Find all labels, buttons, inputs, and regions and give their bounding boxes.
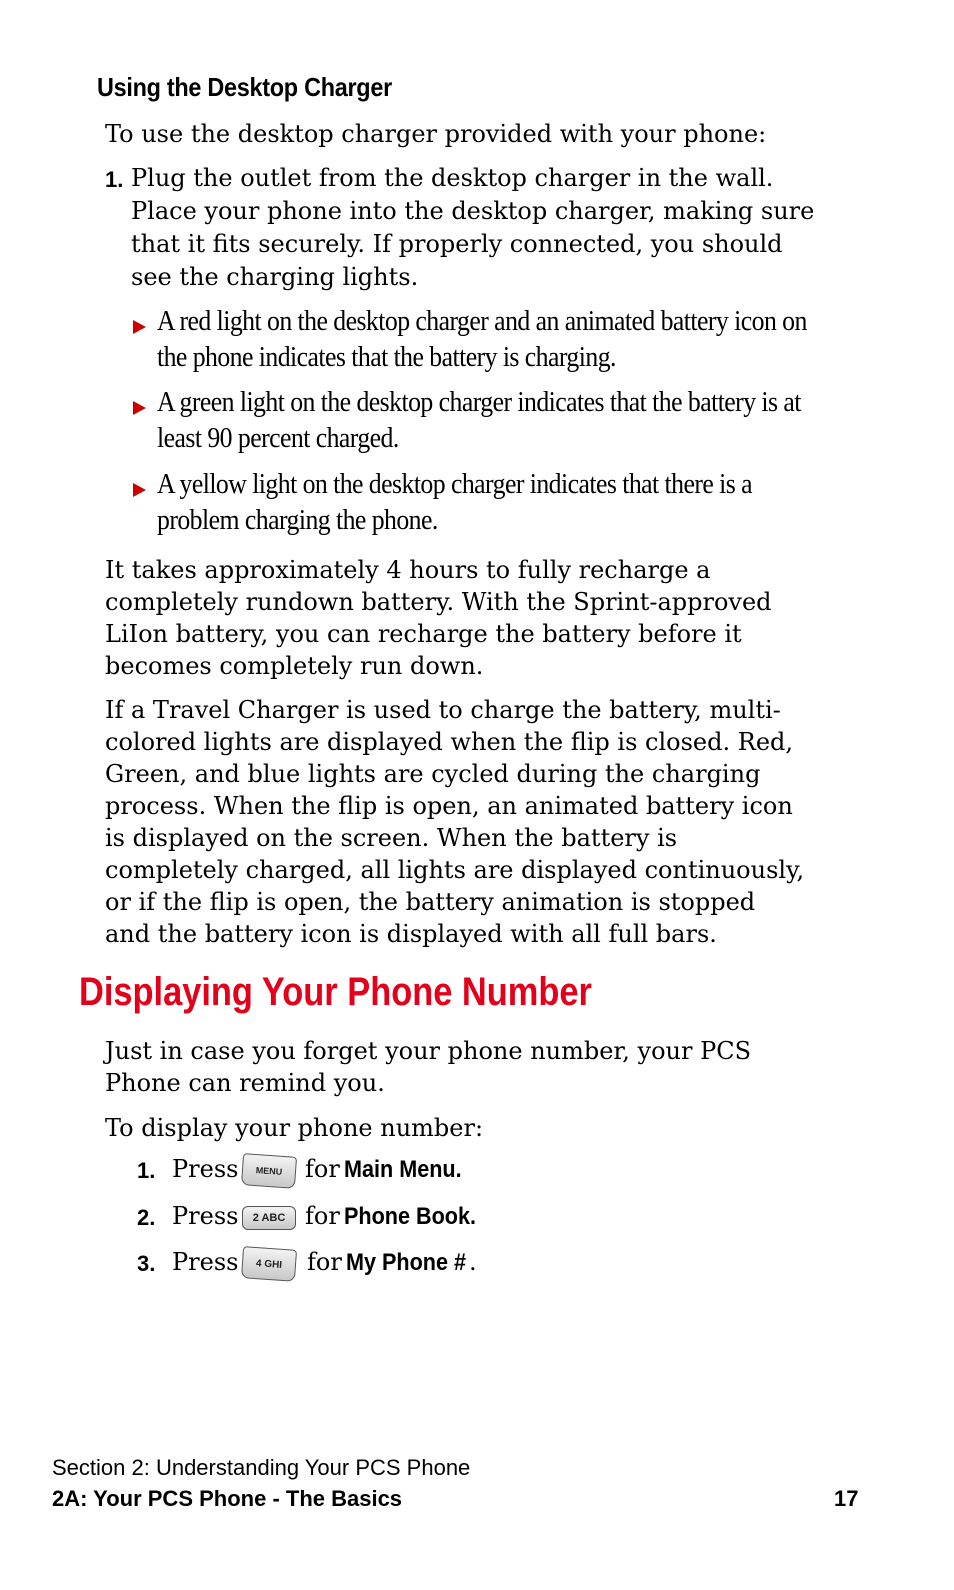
paragraph-charge-time: It takes approximately 4 hours to fully recharge a completely rundown battery. With the Sprint-approved LiIon battery, you can recharge the battery before it becomes completely run down. [105,556,772,680]
list-item [137,1155,737,1191]
4ghi-key-icon: 4 GHI [241,1246,297,1282]
step-target: My Phone # [346,1249,467,1276]
step1-number: 1. [105,167,124,192]
bullet-triangle-icon [133,320,146,334]
section-heading: Using the Desktop Charger [97,72,392,102]
step-suffix: . [469,1248,477,1276]
press-text: Press [172,1248,239,1276]
for-text: for [305,1202,340,1230]
2abc-key-icon: 2 ABC [242,1206,296,1230]
menu-key-icon: MENU [241,1153,297,1189]
step-number: 3. [137,1251,156,1276]
footer-section: Section 2: Understanding Your PCS Phone [52,1455,471,1480]
paragraph-travel-charger: If a Travel Charger is used to charge the battery, multi-colored lights are displayed when the flip is closed. Red, Green, and blue lights are cycled during the charging process. When the flip is open, an animated battery icon is displayed on the screen. When the battery is completely charged, all lights are displayed continuously, or if the flip is open, the battery animation is stopped and the battery icon is displayed with all full bars. [105,696,805,948]
list-item [137,1248,737,1284]
bullet-2: A green light on the desktop charger indicates that the battery is at least 90 percent charged. [157,387,801,454]
paragraph-remind: Just in case you forget your phone number, your PCS Phone can remind you. [105,1037,752,1097]
step-target: Phone Book. [344,1203,477,1230]
step-target: Main Menu. [344,1156,462,1183]
bullet-triangle-icon [133,483,146,497]
bullet-triangle-icon [133,401,146,415]
press-text: Press [172,1155,239,1183]
bullet-1: A red light on the desktop charger and an animated battery icon on the phone indicates that the battery is charging. [157,306,807,373]
paragraph-display: To display your phone number: [105,1114,484,1142]
bullet-3: A yellow light on the desktop charger indicates that there is a problem charging the phone. [157,469,752,536]
for-text: for [307,1248,342,1276]
step-number: 1. [137,1158,156,1183]
step-number: 2. [137,1205,156,1230]
intro-text: To use the desktop charger provided with your phone: [105,120,767,148]
page-number: 17 [834,1486,859,1511]
press-text: Press [172,1202,239,1230]
for-text: for [305,1155,340,1183]
step1-text: Plug the outlet from the desktop charger in the wall. Place your phone into the desktop charger, making sure that it fits securely. If properly connected, you should see the charging lights. [131,164,815,291]
page-title: Displaying Your Phone Number [79,970,592,1014]
footer-chapter: 2A: Your PCS Phone - The Basics [52,1486,403,1511]
list-item [137,1202,737,1238]
